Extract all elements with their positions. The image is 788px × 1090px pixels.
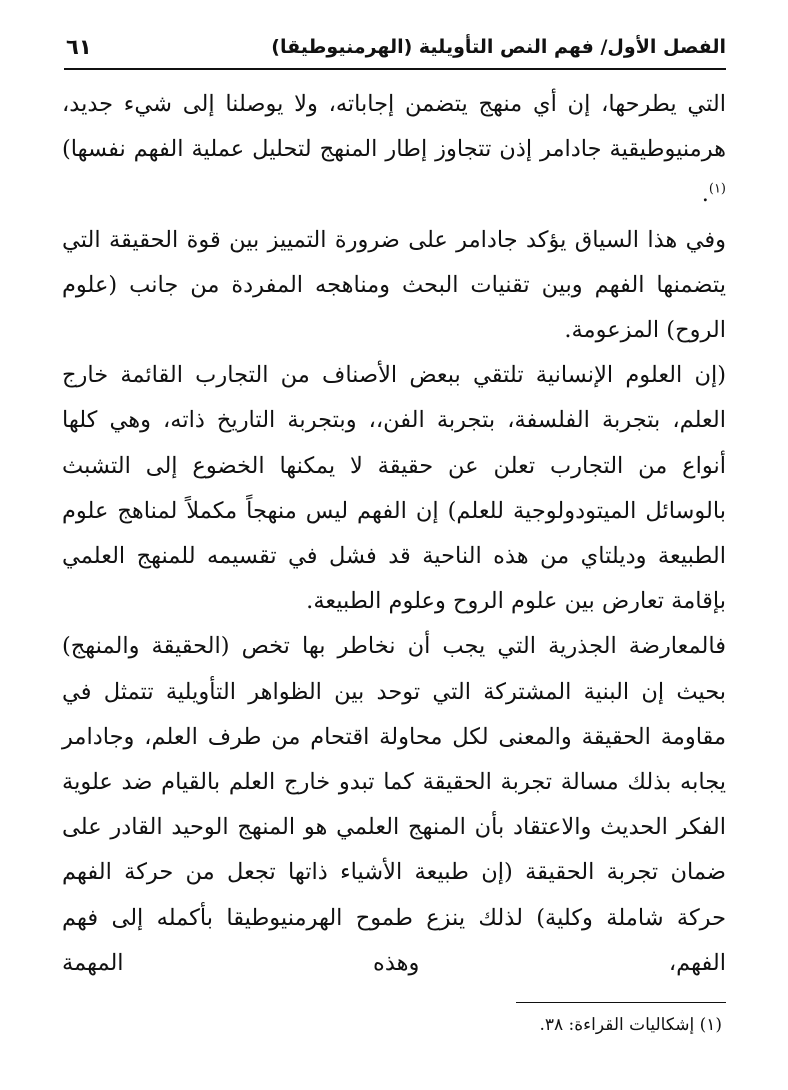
footnote: (١) إشكاليات القراءة: ٣٨. — [539, 1015, 722, 1035]
paragraph-1-text: التي يطرحها، إن أي منهج يتضمن إجاباته، ولا يوصلنا إلى شيء جديد، هرمنيوطيقية جادامر إذن تتجاوز إطار المنهج لتحليل عملية الفهم نفسها) — [62, 91, 726, 163]
footnote-reference: (١) — [708, 181, 726, 197]
body-text — [62, 82, 726, 986]
footnote-divider — [516, 1002, 726, 1003]
paragraph-3 — [62, 353, 726, 624]
paragraph-3-text: (إن العلوم الإنسانية تلتقي ببعض الأصناف من التجارب القائمة خارج العلم، بتجربة الفلسفة، بتجربة الفن،، وبتجربة التاريخ ذاته، وهي كلها أنواع من التجارب تعلن عن حقيقة لا يمكنها الخضوع إلى التشبث بالوسائل الميتودولوجية للعلم) إن الفهم ليس منهجاً مكملاً لمناهج علوم الطبيعة وديلتاي من هذه الناحية قد فشل في تقسيمه للمنهج العلمي بإقامة تعارض بين علوم الروح وعلوم الطبيعة. — [62, 362, 726, 615]
paragraph-2-text: وفي هذا السياق يؤكد جادامر على ضرورة التمييز بين قوة الحقيقة التي يتضمنها الفهم وبين تقنيات البحث ومناهجه المفردة من جانب (علوم الروح) المزعومة. — [62, 226, 726, 344]
paragraph-4-text: فالمعارضة الجذرية التي يجب أن نخاطر بها تخص (الحقيقة والمنهج) بحيث إن البنية المشتركة التي توحد بين الظواهر التأويلية تتمثل في مقاومة الحقيقة والمعنى لكل محاولة اقتحام من طرف العلم، وجادامر يجابه بذلك مسالة تجربة الحقيقة كما تبدو خارج العلم بالقيام ضد علوية الفكر الحديث والاعتقاد بأن المنهج العلمي هو المنهج الوحيد القادر على ضمان تجربة الحقيقة (إن طبيعة الأشياء ذاتها تجعل من حركة الفهم حركة شاملة وكلية) لذلك ينزع طموح الهرمنيوطيقا بأكمله إلى فهم الفهم، وهذه المهمة — [62, 633, 726, 976]
chapter-title: الفصل الأول/ فهم النص التأويلية (الهرمنيوطيقا) — [271, 36, 726, 58]
paragraph-4 — [62, 624, 726, 986]
paragraph-2 — [62, 218, 726, 354]
paragraph-1-tail: . — [701, 181, 709, 208]
header-divider — [64, 68, 726, 70]
paragraph-1 — [62, 82, 726, 218]
running-header — [66, 30, 726, 64]
page-number: ٦١ — [66, 35, 92, 59]
